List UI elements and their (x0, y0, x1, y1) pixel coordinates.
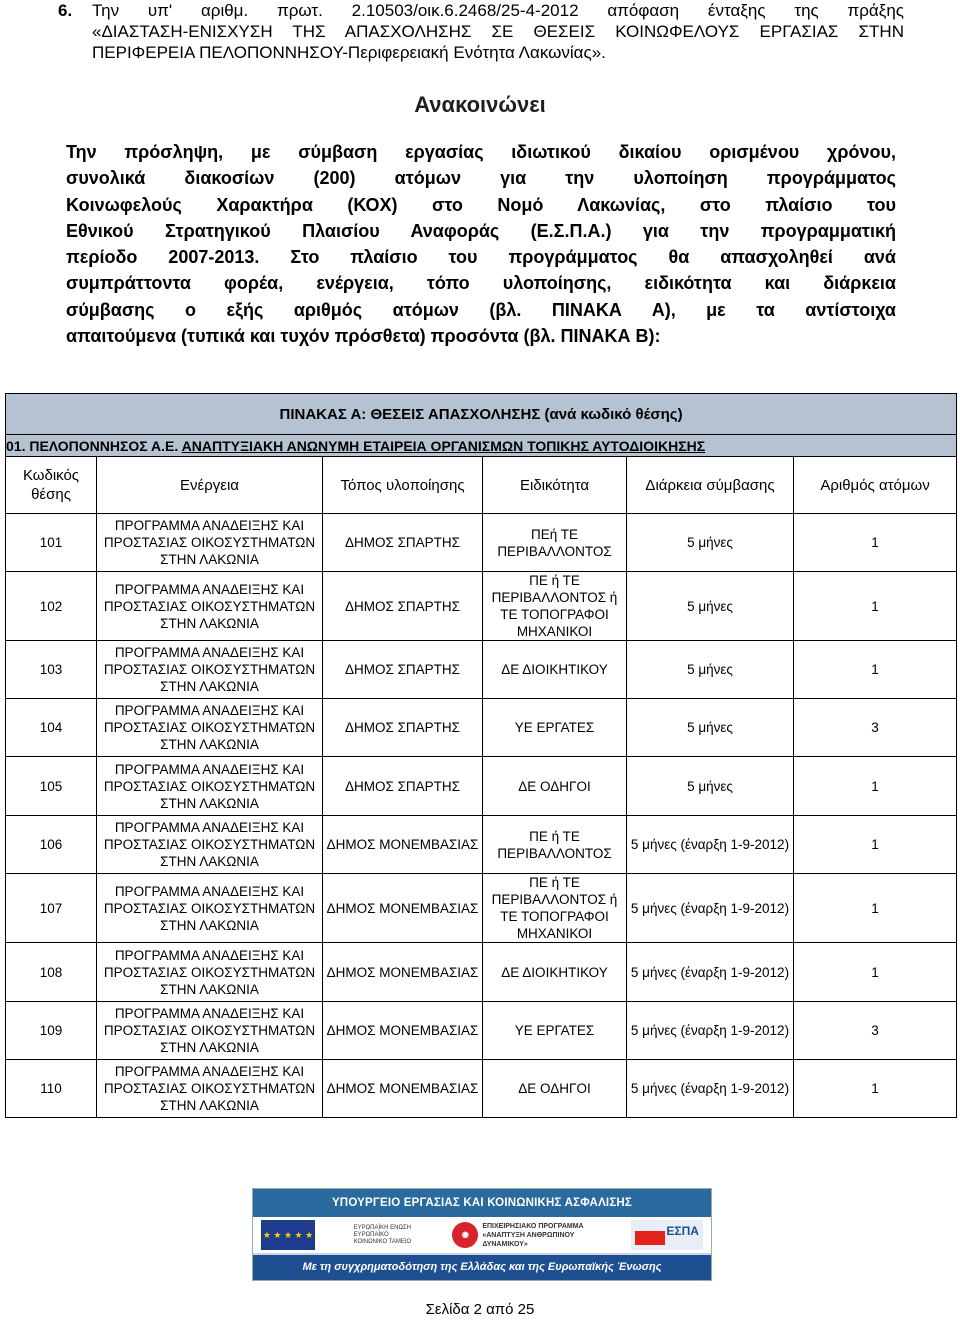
cell-code: 103 (6, 641, 97, 699)
cell-code: 108 (6, 943, 97, 1002)
announcement-heading: Ανακοινώνει (414, 92, 546, 117)
cell-duration: 5 μήνες (627, 572, 794, 641)
paragraph-line-8 (66, 323, 896, 349)
table-row (6, 816, 957, 874)
region-prefix: 01. ΠΕΛΟΠΟΝΝΗΣΟΣ Α.Ε. (6, 437, 179, 454)
table-title: ΠΙΝΑΚΑΣ Α: ΘΕΣΕΙΣ ΑΠΑΣΧΟΛΗΣΗΣ (ανά κωδικό θέσης) (6, 394, 957, 435)
cell-place: ΔΗΜΟΣ ΣΠΑΡΤΗΣ (323, 699, 483, 757)
cell-action: ΠΡΟΓΡΑΜΜΑ ΑΝΑΔΕΙΞΗΣ ΚΑΙ ΠΡΟΣΤΑΣΙΑΣ ΟΙΚΟΣΥΣΤΗΜΑΤΩΝ ΣΤΗΝ ΛΑΚΩΝΙΑ (97, 699, 323, 757)
header-action: Ενέργεια (97, 457, 323, 514)
cell-action: ΠΡΟΓΡΑΜΜΑ ΑΝΑΔΕΙΞΗΣ ΚΑΙ ΠΡΟΣΤΑΣΙΑΣ ΟΙΚΟΣΥΣΤΗΜΑΤΩΝ ΣΤΗΝ ΛΑΚΩΝΙΑ (97, 757, 323, 816)
logos-row (253, 1217, 711, 1253)
cell-count: 1 (794, 757, 957, 816)
cell-place: ΔΗΜΟΣ ΣΠΑΡΤΗΣ (323, 757, 483, 816)
cell-specialty: ΠΕή ΤΕ ΠΕΡΙΒΑΛΛΟΝΤΟΣ (483, 514, 627, 572)
cell-count: 3 (794, 699, 957, 757)
cell-count: 1 (794, 1060, 957, 1118)
espa-logo-icon (631, 1220, 703, 1250)
cell-place: ΔΗΜΟΣ ΣΠΑΡΤΗΣ (323, 572, 483, 641)
cell-specialty: ΔΕ ΔΙΟΙΚΗΤΙΚΟΥ (483, 641, 627, 699)
cell-place: ΔΗΜΟΣ ΜΟΝΕΜΒΑΣΙΑΣ (323, 816, 483, 874)
cell-duration: 5 μήνες (έναρξη 1-9-2012) (627, 816, 794, 874)
cell-duration: 5 μήνες (627, 699, 794, 757)
paragraph-line-3: Κοινωφελούς Χαρακτήρα (ΚΟΧ) στο Νομό Λακωνίας, στο πλαίσιο του (66, 194, 896, 215)
cell-action: ΠΡΟΓΡΑΜΜΑ ΑΝΑΔΕΙΞΗΣ ΚΑΙ ΠΡΟΣΤΑΣΙΑΣ ΟΙΚΟΣΥΣΤΗΜΑΤΩΝ ΣΤΗΝ ΛΑΚΩΝΙΑ (97, 874, 323, 943)
table-body (6, 514, 957, 1118)
paragraph-line-8b: ΠΙΝΑΚΑ Β): (555, 326, 661, 347)
announcement-paragraph (66, 139, 896, 349)
header-place: Τόπος υλοποίησης (323, 457, 483, 514)
paragraph-line-5 (66, 244, 896, 270)
cell-specialty: ΠΕ ή ΤΕ ΠΕΡΙΒΑΛΛΟΝΤΟΣ ή ΤΕ ΤΟΠΟΓΡΑΦΟΙ ΜΗΧΑΝΙΚΟΙ (483, 572, 627, 641)
table-region (6, 435, 957, 457)
paragraph-line-7a: σύμβασης ο εξής αριθμός ατόμων (βλ. (66, 299, 522, 320)
cell-place: ΔΗΜΟΣ ΜΟΝΕΜΒΑΣΙΑΣ (323, 874, 483, 943)
cell-count: 1 (794, 816, 957, 874)
cell-duration: 5 μήνες (έναρξη 1-9-2012) (627, 943, 794, 1002)
cell-code: 106 (6, 816, 97, 874)
cell-code: 104 (6, 699, 97, 757)
cell-count: 1 (794, 943, 957, 1002)
table-row (6, 572, 957, 641)
cell-count: 1 (794, 514, 957, 572)
cell-count: 1 (794, 641, 957, 699)
cell-action: ΠΡΟΓΡΑΜΜΑ ΑΝΑΔΕΙΞΗΣ ΚΑΙ ΠΡΟΣΤΑΣΙΑΣ ΟΙΚΟΣΥΣΤΗΜΑΤΩΝ ΣΤΗΝ ΛΑΚΩΝΙΑ (97, 641, 323, 699)
table-row (6, 514, 957, 572)
table-header-row (6, 457, 957, 514)
table-row (6, 874, 957, 943)
table-region-row (6, 435, 957, 457)
programme-block (452, 1222, 592, 1249)
cell-duration: 5 μήνες (627, 757, 794, 816)
cell-action: ΠΡΟΓΡΑΜΜΑ ΑΝΑΔΕΙΞΗΣ ΚΑΙ ΠΡΟΣΤΑΣΙΑΣ ΟΙΚΟΣΥΣΤΗΜΑΤΩΝ ΣΤΗΝ ΛΑΚΩΝΙΑ (97, 514, 323, 572)
positions-table (5, 393, 957, 1118)
cell-duration: 5 μήνες (627, 641, 794, 699)
cell-code: 102 (6, 572, 97, 641)
item-6-block (58, 0, 904, 63)
cell-place: ΔΗΜΟΣ ΜΟΝΕΜΒΑΣΙΑΣ (323, 1002, 483, 1060)
item-6-line-3: ΠΕΡΙΦΕΡΕΙΑ ΠΕΛΟΠΟΝΝΗΣΟΥ-Περιφερειακή Ενότητα Λακωνίας». (92, 43, 606, 62)
header-specialty: Ειδικότητα (483, 457, 627, 514)
cell-specialty: ΔΕ ΟΔΗΓΟΙ (483, 1060, 627, 1118)
table-row (6, 641, 957, 699)
cell-action: ΠΡΟΓΡΑΜΜΑ ΑΝΑΔΕΙΞΗΣ ΚΑΙ ΠΡΟΣΤΑΣΙΑΣ ΟΙΚΟΣΥΣΤΗΜΑΤΩΝ ΣΤΗΝ ΛΑΚΩΝΙΑ (97, 816, 323, 874)
cell-action: ΠΡΟΓΡΑΜΜΑ ΑΝΑΔΕΙΞΗΣ ΚΑΙ ΠΡΟΣΤΑΣΙΑΣ ΟΙΚΟΣΥΣΤΗΜΑΤΩΝ ΣΤΗΝ ΛΑΚΩΝΙΑ (97, 1002, 323, 1060)
espa-label: ΕΣΠΑ (666, 1224, 699, 1238)
header-duration: Διάρκεια σύμβασης (627, 457, 794, 514)
cell-duration: 5 μήνες (έναρξη 1-9-2012) (627, 1002, 794, 1060)
item-6-line-2: «ΔΙΑΣΤΑΣΗ-ΕΝΙΣΧΥΣΗ ΤΗΣ ΑΠΑΣΧΟΛΗΣΗΣ ΣΕ ΘΕΣΕΙΣ ΚΟΙΝΩΦΕΛΟΥΣ ΕΡΓΑΣΙΑΣ ΣΤΗΝ (92, 22, 904, 41)
cell-specialty: ΥΕ ΕΡΓΑΤΕΣ (483, 699, 627, 757)
cell-code: 107 (6, 874, 97, 943)
cell-specialty: ΔΕ ΟΔΗΓΟΙ (483, 757, 627, 816)
table-title-row (6, 394, 957, 435)
cell-action: ΠΡΟΓΡΑΜΜΑ ΑΝΑΔΕΙΞΗΣ ΚΑΙ ΠΡΟΣΤΑΣΙΑΣ ΟΙΚΟΣΥΣΤΗΜΑΤΩΝ ΣΤΗΝ ΛΑΚΩΝΙΑ (97, 943, 323, 1002)
table-row (6, 943, 957, 1002)
cell-place: ΔΗΜΟΣ ΣΠΑΡΤΗΣ (323, 641, 483, 699)
cell-duration: 5 μήνες (έναρξη 1-9-2012) (627, 874, 794, 943)
cell-duration: 5 μήνες (627, 514, 794, 572)
paragraph-line-8a: απαιτούμενα (τυπικά και τυχόν πρόσθετα) προσόντα (βλ. (66, 326, 556, 347)
epanad-logo-icon: ◉ (452, 1222, 478, 1248)
table-row (6, 1060, 957, 1118)
cell-code: 110 (6, 1060, 97, 1118)
cell-specialty: ΥΕ ΕΡΓΑΤΕΣ (483, 1002, 627, 1060)
cell-place: ΔΗΜΟΣ ΣΠΑΡΤΗΣ (323, 514, 483, 572)
paragraph-line-7b: ΠΙΝΑΚΑ Α), με τα αντίστοιχα (521, 299, 896, 320)
page-number: Σελίδα 2 από 25 (425, 1301, 535, 1318)
cell-count: 1 (794, 874, 957, 943)
cell-count: 1 (794, 572, 957, 641)
header-count: Αριθμός ατόμων (794, 457, 957, 514)
table-row (6, 699, 957, 757)
item-6-line-1 (58, 0, 904, 21)
cell-code: 101 (6, 514, 97, 572)
paragraph-line-1: Την πρόσληψη, με σύμβαση εργασίας ιδιωτικού δικαίου ορισμένου χρόνου, (66, 142, 896, 162)
item-6-line-1-text: Την υπ' αριθμ. πρωτ. 2.10503/οικ.6.2468/25-4-2012 απόφαση ένταξης της πράξης (92, 1, 904, 20)
cell-duration: 5 μήνες (έναρξη 1-9-2012) (627, 1060, 794, 1118)
paragraph-line-6: συμπράττοντα φορέα, ενέργεια, τόπο υλοποίησης, ειδικότητα και διάρκεια (66, 273, 896, 294)
eu-flag-icon: ★ ★ ★ ★ ★ (261, 1220, 315, 1250)
paragraph-line-7 (66, 297, 896, 323)
cell-place: ΔΗΜΟΣ ΜΟΝΕΜΒΑΣΙΑΣ (323, 943, 483, 1002)
programme-label: ΕΠΙΧΕΙΡΗΣΙΑΚΟ ΠΡΟΓΡΑΜΜΑ «ΑΝΑΠΤΥΞΗ ΑΝΘΡΩΠΙΝΟΥ ΔΥΝΑΜΙΚΟΥ» (482, 1222, 584, 1248)
table-row (6, 1002, 957, 1060)
cell-specialty: ΔΕ ΔΙΟΙΚΗΤΙΚΟΥ (483, 943, 627, 1002)
item-6-number: 6. (58, 1, 73, 20)
cell-specialty: ΠΕ ή ΤΕ ΠΕΡΙΒΑΛΛΟΝΤΟΣ (483, 816, 627, 874)
cell-count: 3 (794, 1002, 957, 1060)
ministry-bar: ΥΠΟΥΡΓΕΙΟ ΕΡΓΑΣΙΑΣ ΚΑΙ ΚΟΙΝΩΝΙΚΗΣ ΑΣΦΑΛΙΣΗΣ (253, 1189, 711, 1217)
paragraph-line-2: συνολικά διακοσίων (200) ατόμων για την υλοποίηση προγράμματος (66, 168, 896, 189)
cofinance-bar: Με τη συγχρηματοδότηση της Ελλάδας και της Ευρωπαϊκής Ένωσης (253, 1253, 711, 1280)
paragraph-line-5-bold: περίοδο 2007-2013. (66, 247, 260, 268)
cell-place: ΔΗΜΟΣ ΜΟΝΕΜΒΑΣΙΑΣ (323, 1060, 483, 1118)
header-code: Κωδικός θέσης (6, 457, 97, 514)
table-row (6, 757, 957, 816)
cell-action: ΠΡΟΓΡΑΜΜΑ ΑΝΑΔΕΙΞΗΣ ΚΑΙ ΠΡΟΣΤΑΣΙΑΣ ΟΙΚΟΣΥΣΤΗΜΑΤΩΝ ΣΤΗΝ ΛΑΚΩΝΙΑ (97, 1060, 323, 1118)
paragraph-line-4: Εθνικού Στρατηγικού Πλαισίου Αναφοράς (Ε.Σ.Π.Α.) για την προγραμματική (66, 220, 896, 241)
cell-action: ΠΡΟΓΡΑΜΜΑ ΑΝΑΔΕΙΞΗΣ ΚΑΙ ΠΡΟΣΤΑΣΙΑΣ ΟΙΚΟΣΥΣΤΗΜΑΤΩΝ ΣΤΗΝ ΛΑΚΩΝΙΑ (97, 572, 323, 641)
footer-funding-banner (252, 1188, 712, 1281)
eu-label: ΕΥΡΩΠΑΪΚΗ ΕΝΩΣΗ ΕΥΡΩΠΑΪΚΟ ΚΟΙΝΩΝΙΚΟ ΤΑΜΕΙΟ (353, 1224, 412, 1245)
cell-code: 109 (6, 1002, 97, 1060)
cell-specialty: ΠΕ ή ΤΕ ΠΕΡΙΒΑΛΛΟΝΤΟΣ ή ΤΕ ΤΟΠΟΓΡΑΦΟΙ ΜΗΧΑΝΙΚΟΙ (483, 874, 627, 943)
cell-code: 105 (6, 757, 97, 816)
paragraph-line-5-rest: Στο πλαίσιο του προγράμματος θα απασχοληθεί ανά (259, 247, 897, 268)
region-org: ΑΝΑΠΤΥΞΙΑΚΗ ΑΝΩΝΥΜΗ ΕΤΑΙΡΕΙΑ ΟΡΓΑΝΙΣΜΩΝ ΤΟΠΙΚΗΣ ΑΥΤΟΔΙΟΙΚΗΣΗΣ (181, 437, 706, 454)
